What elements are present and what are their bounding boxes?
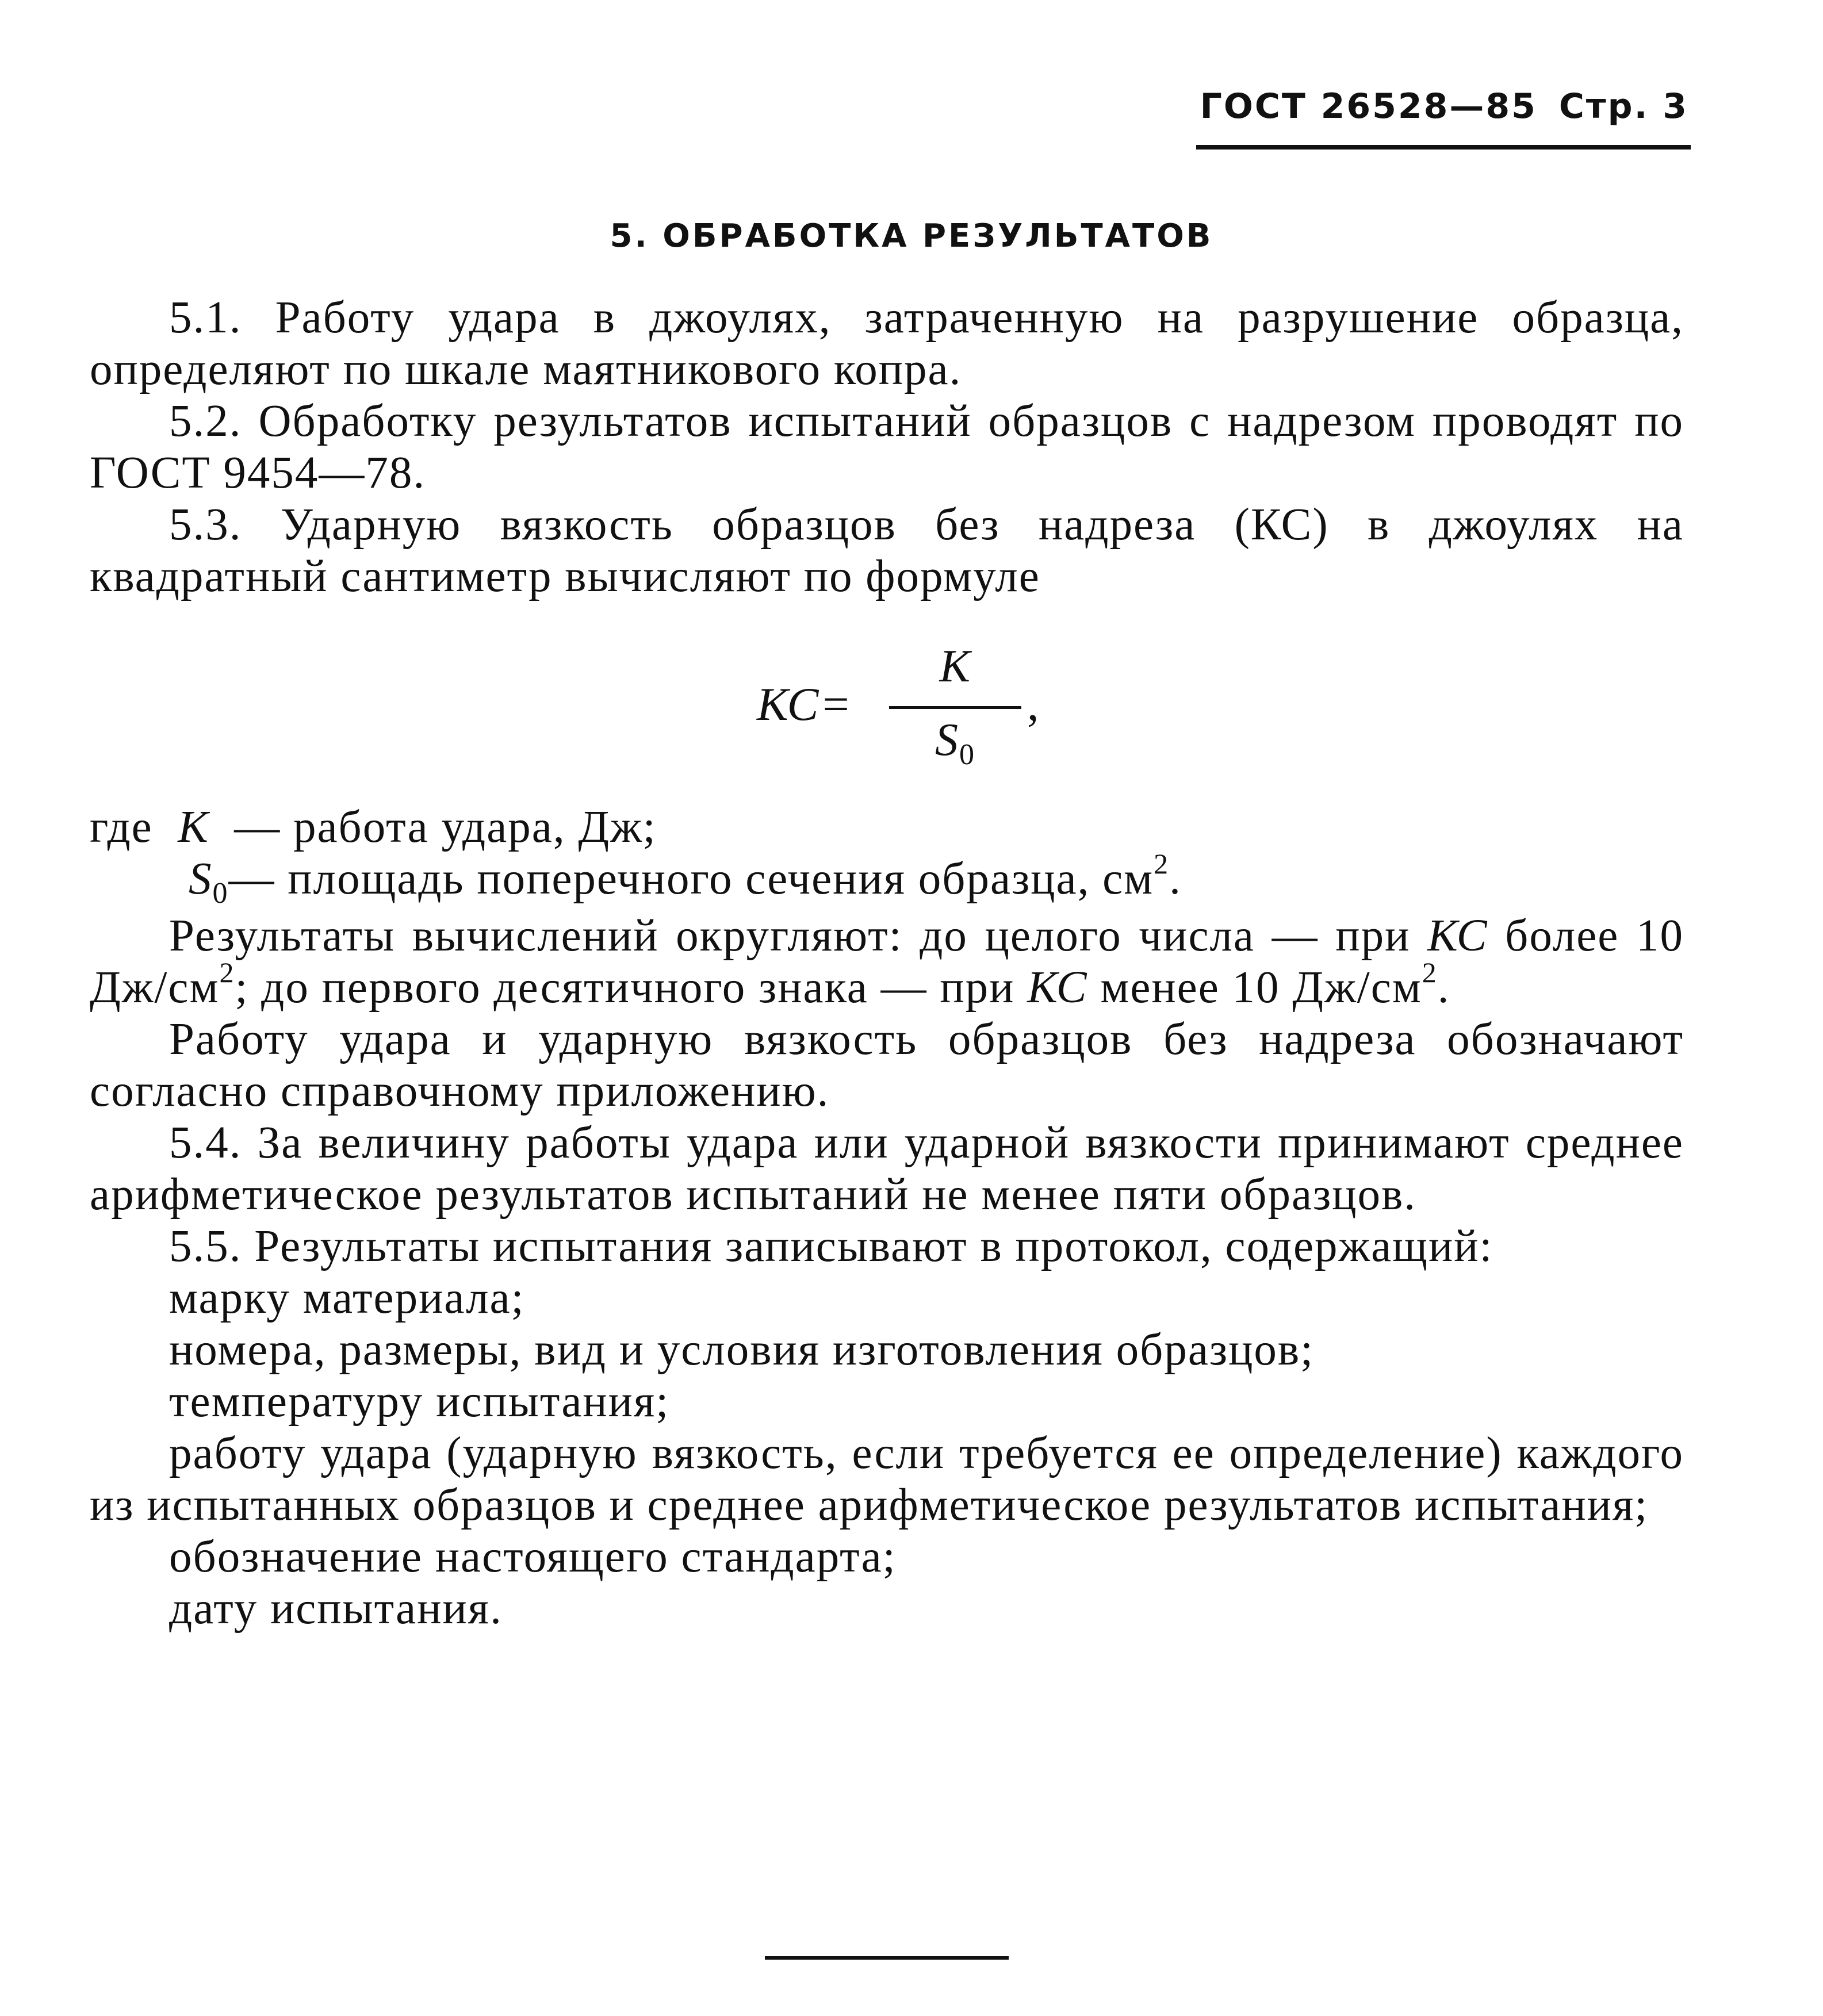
formula-kc bbox=[90, 603, 1684, 802]
header-rule bbox=[1196, 145, 1691, 150]
formula-comma: , bbox=[1027, 678, 1040, 730]
formula-lhs: КС= bbox=[757, 678, 853, 730]
variable-k: К bbox=[178, 802, 209, 852]
definition-s0: $S_0—$ площадь поперечного сечения образца, $см^2$. bbox=[189, 847, 1182, 910]
paragraph-5-3: 5.3. Ударную вязкость образцов без надреза (КС) в джоулях на квадратный сантиметр вычисляют по формуле bbox=[90, 500, 1684, 601]
protocol-item: работу удара (ударную вязкость, если требуется ее определение) каждого из испытанных образцов и среднее арифметическое результатов испытания; bbox=[90, 1428, 1684, 1530]
definition-k bbox=[90, 802, 1684, 853]
rounding-rule: Результаты вычислений округляют: до целого числа — при КС более 10 $Дж/см^2$; до первого десятичного знака — при КС менее 10 $Дж/см^2$. bbox=[90, 911, 1684, 1013]
standard-designation: ГОСТ 26528—85 bbox=[1200, 86, 1537, 127]
paragraph-5-5: 5.5. Результаты испытания записывают в протокол, содержащий: bbox=[169, 1221, 1493, 1271]
protocol-item: марку материала; bbox=[169, 1273, 525, 1323]
kc-symbol: КС bbox=[1027, 963, 1088, 1013]
variable-s0: $S_0$ bbox=[189, 854, 229, 910]
end-rule bbox=[765, 1956, 1009, 1960]
superscript-2: 2 bbox=[1154, 847, 1170, 880]
kc-symbol: КС bbox=[1427, 911, 1488, 961]
body-text bbox=[90, 292, 1684, 1635]
running-header bbox=[1200, 86, 1688, 127]
denominator-subscript: 0 bbox=[959, 738, 975, 771]
section-title: 5. ОБРАБОТКА РЕЗУЛЬТАТОВ bbox=[610, 217, 1213, 255]
protocol-item: температуру испытания; bbox=[169, 1377, 670, 1427]
protocol-item: дату испытания. bbox=[169, 1584, 503, 1634]
formula-denominator: $S_0$ bbox=[935, 715, 975, 771]
designation-paragraph: Работу удара и ударную вязкость образцов без надреза обозначают согласно справочному приложению. bbox=[90, 1014, 1684, 1116]
definition-k-text: — работа удара, Дж; bbox=[234, 802, 657, 852]
paragraph-5-4: 5.4. За величину работы удара или ударной вязкости принимают среднее арифметическое результатов испытаний не менее пяти образцов. bbox=[90, 1118, 1684, 1220]
paragraph-5-2: 5.2. Обработку результатов испытаний образцов с надрезом проводят по ГОСТ 9454—78. bbox=[90, 396, 1684, 498]
page-number: Стр. 3 bbox=[1558, 86, 1688, 127]
definition-lead: где bbox=[90, 802, 153, 852]
fraction-bar bbox=[889, 706, 1021, 709]
protocol-item: номера, размеры, вид и условия изготовления образцов; bbox=[169, 1325, 1315, 1375]
definition-s0-text: — площадь поперечного сечения образца, см bbox=[228, 854, 1154, 904]
formula-numerator: К bbox=[939, 641, 971, 692]
protocol-item: обозначение настоящего стандарта; bbox=[169, 1532, 897, 1582]
formula-fraction bbox=[889, 641, 1021, 771]
paragraph-5-1: 5.1. Работу удара в джоулях, затраченную на разрушение образца, определяют по шкале маятникового копра. bbox=[90, 293, 1684, 394]
